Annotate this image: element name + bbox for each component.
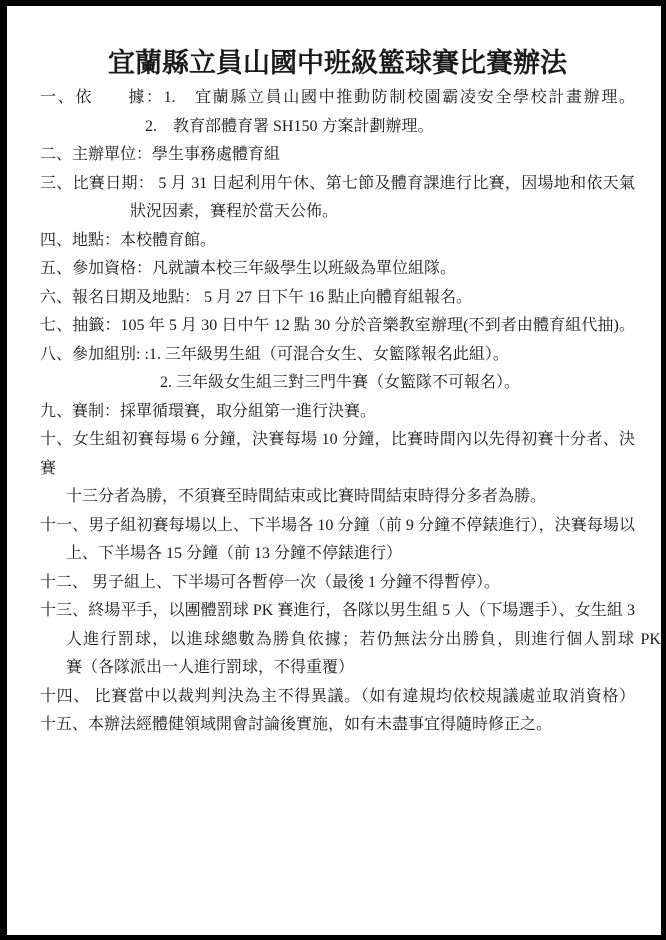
document-line-item13-cont1: 人進行罰球，以進球總數為勝負依據；若仍無法分出勝負，則進行個人罰球 PK — [66, 630, 661, 648]
document-line-item11-cont: 上、下半場各 15 分鐘（前 13 分鐘不停錶進行） — [66, 545, 403, 562]
document-line-item1: 一、依 據：1. 宜蘭縣立員山國中推動防制校園霸凌安全學校計畫辦理。 — [40, 89, 635, 106]
document-line-item10: 十、女生組初賽每場 6 分鐘，決賽每場 10 分鐘，比賽時間內以先得初賽十分者、決賽 — [40, 431, 635, 477]
document-line-item4: 四、地點：本校體育館。 — [40, 231, 217, 249]
document-line-item5: 五、參加資格：凡就讀本校三年級學生以班級為單位組隊。 — [40, 260, 457, 277]
document-line-item12: 十二、 男子組上、下半場可各暫停一次（最後 1 分鐘不得暫停）。 — [40, 573, 501, 591]
document-line-item3-cont: 狀況因素，賽程於當天公佈。 — [130, 203, 339, 220]
document-line-item11: 十一、男子組初賽每場以上、下半場各 10 分鐘（前 9 分鐘不停錶進行），決賽每場以 — [40, 516, 635, 534]
document-line-item2: 二、主辦單位：學生事務處體育組 — [40, 146, 281, 163]
document-title: 宜蘭縣立員山國中班級籃球賽比賽辦法 — [108, 48, 567, 78]
document-line-item8-sub2: 2. 三年級女生組三對三門牛賽（女籃隊不可報名）。 — [160, 374, 521, 391]
document-line-item9: 九、賽制：採單循環賽，取分組第一進行決賽。 — [40, 402, 377, 420]
document-line-item15: 十五、本辦法經體健領域開會討論後實施，如有未盡事宜得隨時修正之。 — [40, 716, 553, 733]
document-line-item10-cont: 十三分者為勝，不須賽至時間結束或比賽時間結束時得分多者為勝。 — [66, 488, 547, 505]
document-line-item8: 八、參加組別: :1. 三年級男生組（可混合女生、女籃隊報名此組）。 — [40, 345, 509, 363]
document-line-item7: 七、抽籤：105 年 5 月 30 日中午 12 點 30 分於音樂教室辦理(不到者由體育組代抽)。 — [40, 317, 635, 334]
document-line-item14: 十四、 比賽當中以裁判判決為主不得異議。（如有違規均依校規議處並取消資格） — [40, 687, 635, 705]
document-line-item13: 十三、終場平手，以團體罰球 PK 賽進行，各隊以男生組 5 人（下場選手）、女生組 3 — [40, 602, 635, 619]
document-body — [40, 84, 661, 740]
document-line-item3: 三、比賽日期： 5 月 31 日起利用午休、第七節及體育課進行比賽，因場地和依天氣 — [40, 174, 635, 192]
document-line-item6: 六、報名日期及地點： 5 月 27 日下午 16 點止向體育組報名。 — [40, 288, 473, 306]
document-line-item1-sub2: 2. 教育部體育署 SH150 方案計劃辦理。 — [145, 117, 434, 135]
document-line-item13-cont2: 賽（各隊派出一人進行罰球，不得重覆） — [66, 659, 355, 676]
